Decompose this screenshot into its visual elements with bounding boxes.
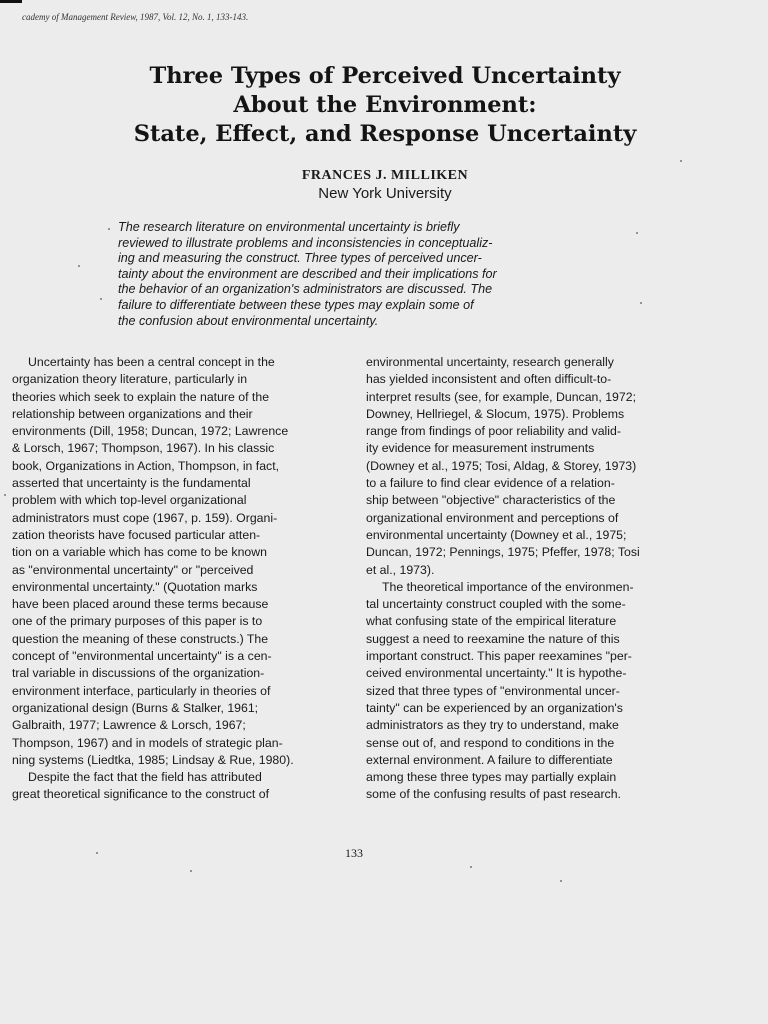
title-line-1: Three Types of Perceived Uncertainty bbox=[149, 63, 621, 89]
body-line: great theoretical significance to the construct of bbox=[12, 787, 270, 802]
body-line: book, Organizations in Action, Thompson, in fact, bbox=[12, 458, 280, 473]
body-line: ship between "objective" characteristics of the bbox=[366, 493, 616, 508]
body-line: Downey, Hellriegel, & Slocum, 1975). Problems bbox=[366, 406, 625, 421]
body-line: Uncertainty has been a central concept in the bbox=[28, 355, 275, 369]
body-line: organizational design (Burns & Stalker, 1961; bbox=[12, 700, 259, 715]
title-line-3: State, Effect, and Response Uncertainty bbox=[133, 121, 637, 147]
abstract-line: tainty about the environment are described and their implications for bbox=[118, 266, 497, 281]
page-number: 133 bbox=[345, 846, 363, 860]
body-line: tral variable in discussions of the organization- bbox=[12, 666, 265, 681]
body-line: has yielded inconsistent and often difficult-to- bbox=[366, 372, 612, 387]
body-line: interpret results (see, for example, Duncan, 1972; bbox=[366, 389, 636, 404]
article-title bbox=[60, 62, 710, 149]
body-line: external environment. A failure to differentiate bbox=[366, 752, 613, 767]
scan-speck bbox=[78, 265, 80, 267]
abstract-line: the behavior of an organization's administrators are discussed. The bbox=[118, 282, 493, 297]
title-line-2: About the Environment: bbox=[233, 92, 537, 118]
body-line: range from findings of poor reliability and valid- bbox=[366, 424, 621, 439]
body-line: environmental uncertainty, research generally bbox=[366, 355, 614, 369]
body-line: one of the primary purposes of this paper is to bbox=[12, 614, 263, 629]
abstract-line: ing and measuring the construct. Three types of perceived uncer- bbox=[118, 251, 482, 266]
body-line: environmental uncertainty (Downey et al., 1975; bbox=[366, 527, 627, 542]
body-line: tainty" can be experienced by an organization's bbox=[366, 700, 623, 715]
abstract-line: reviewed to illustrate problems and inconsistencies in conceptualiz- bbox=[118, 235, 493, 250]
body-line: what confusing state of the empirical literature bbox=[366, 614, 617, 629]
body-line: problem with which top-level organizational bbox=[12, 493, 247, 508]
body-column-left bbox=[12, 354, 338, 804]
scan-speck bbox=[96, 852, 98, 854]
abstract-line: the confusion about environmental uncertainty. bbox=[118, 313, 379, 328]
scan-speck bbox=[470, 866, 472, 868]
body-line: et al., 1973). bbox=[366, 562, 435, 577]
body-line: sense out of, and respond to conditions in the bbox=[366, 735, 615, 750]
body-line: organizational environment and perceptions of bbox=[366, 510, 619, 525]
body-line: suggest a need to reexamine the nature of this bbox=[366, 631, 620, 646]
scan-edge-mark bbox=[0, 0, 22, 3]
scan-speck bbox=[560, 880, 562, 882]
body-line: some of the confusing results of past research. bbox=[366, 787, 621, 802]
body-line: asserted that uncertainty is the fundamental bbox=[12, 476, 251, 491]
journal-citation: cademy of Management Review, 1987, Vol. 12, No. 1, 133-143. bbox=[22, 12, 249, 22]
body-line: environments (Dill, 1958; Duncan, 1972; Lawrence bbox=[12, 424, 289, 439]
body-line: environment interface, particularly in theories of bbox=[12, 683, 271, 698]
scan-speck bbox=[680, 160, 682, 162]
body-line: environmental uncertainty." (Quotation marks bbox=[12, 579, 258, 594]
body-line: relationship between organizations and their bbox=[12, 406, 253, 421]
body-line: administrators must cope (1967, p. 159). Organi- bbox=[12, 510, 278, 525]
body-line: & Lorsch, 1967; Thompson, 1967). In his classic bbox=[12, 441, 275, 456]
abstract-line: The research literature on environmental uncertainty is briefly bbox=[118, 220, 460, 234]
body-line: tal uncertainty construct coupled with the some- bbox=[366, 597, 626, 612]
body-line: theories which seek to explain the nature of the bbox=[12, 389, 270, 404]
scan-speck bbox=[100, 298, 102, 300]
body-line: ceived environmental uncertainty." It is hypothe- bbox=[366, 666, 627, 681]
body-line: Thompson, 1967) and in models of strategic plan- bbox=[12, 735, 283, 750]
body-line: sized that three types of "environmental uncer- bbox=[366, 683, 620, 698]
body-line: tion on a variable which has come to be known bbox=[12, 545, 267, 560]
scan-speck bbox=[636, 232, 638, 234]
body-line: Duncan, 1972; Pennings, 1975; Pfeffer, 1978; Tosi bbox=[366, 545, 640, 560]
body-line: ity evidence for measurement instruments bbox=[366, 441, 595, 456]
body-line: Despite the fact that the field has attributed bbox=[28, 770, 262, 785]
author-affiliation: New York University bbox=[318, 185, 452, 202]
body-line: as "environmental uncertainty" or "perceived bbox=[12, 562, 254, 577]
body-line: concept of "environmental uncertainty" is a cen- bbox=[12, 649, 272, 664]
body-line: The theoretical importance of the environmen- bbox=[382, 579, 634, 594]
abstract-line: failure to differentiate between these types may explain some of bbox=[118, 297, 474, 312]
scan-speck bbox=[640, 302, 642, 304]
body-line: (Downey et al., 1975; Tosi, Aldag, & Storey, 1973) bbox=[366, 458, 637, 473]
scan-speck bbox=[108, 228, 110, 230]
body-line: important construct. This paper reexamines "per- bbox=[366, 649, 632, 664]
abstract bbox=[118, 220, 588, 329]
scan-speck bbox=[4, 494, 6, 496]
author-name: FRANCES J. MILLIKEN bbox=[301, 168, 469, 183]
scan-speck bbox=[190, 870, 192, 872]
body-line: ning systems (Liedtka, 1985; Lindsay & Rue, 1980). bbox=[12, 752, 294, 767]
body-line: organization theory literature, particularly in bbox=[12, 372, 248, 387]
body-line: zation theorists have focused particular atten- bbox=[12, 527, 261, 542]
body-line: Galbraith, 1977; Lawrence & Lorsch, 1967; bbox=[12, 718, 246, 733]
body-line: to a failure to find clear evidence of a relation- bbox=[366, 476, 615, 491]
body-line: have been placed around these terms because bbox=[12, 597, 269, 612]
body-line: administrators as they try to understand, make bbox=[366, 718, 619, 733]
body-line: question the meaning of these constructs.) The bbox=[12, 631, 269, 646]
body-line: among these three types may partially explain bbox=[366, 770, 617, 785]
body-column-right bbox=[366, 354, 694, 804]
